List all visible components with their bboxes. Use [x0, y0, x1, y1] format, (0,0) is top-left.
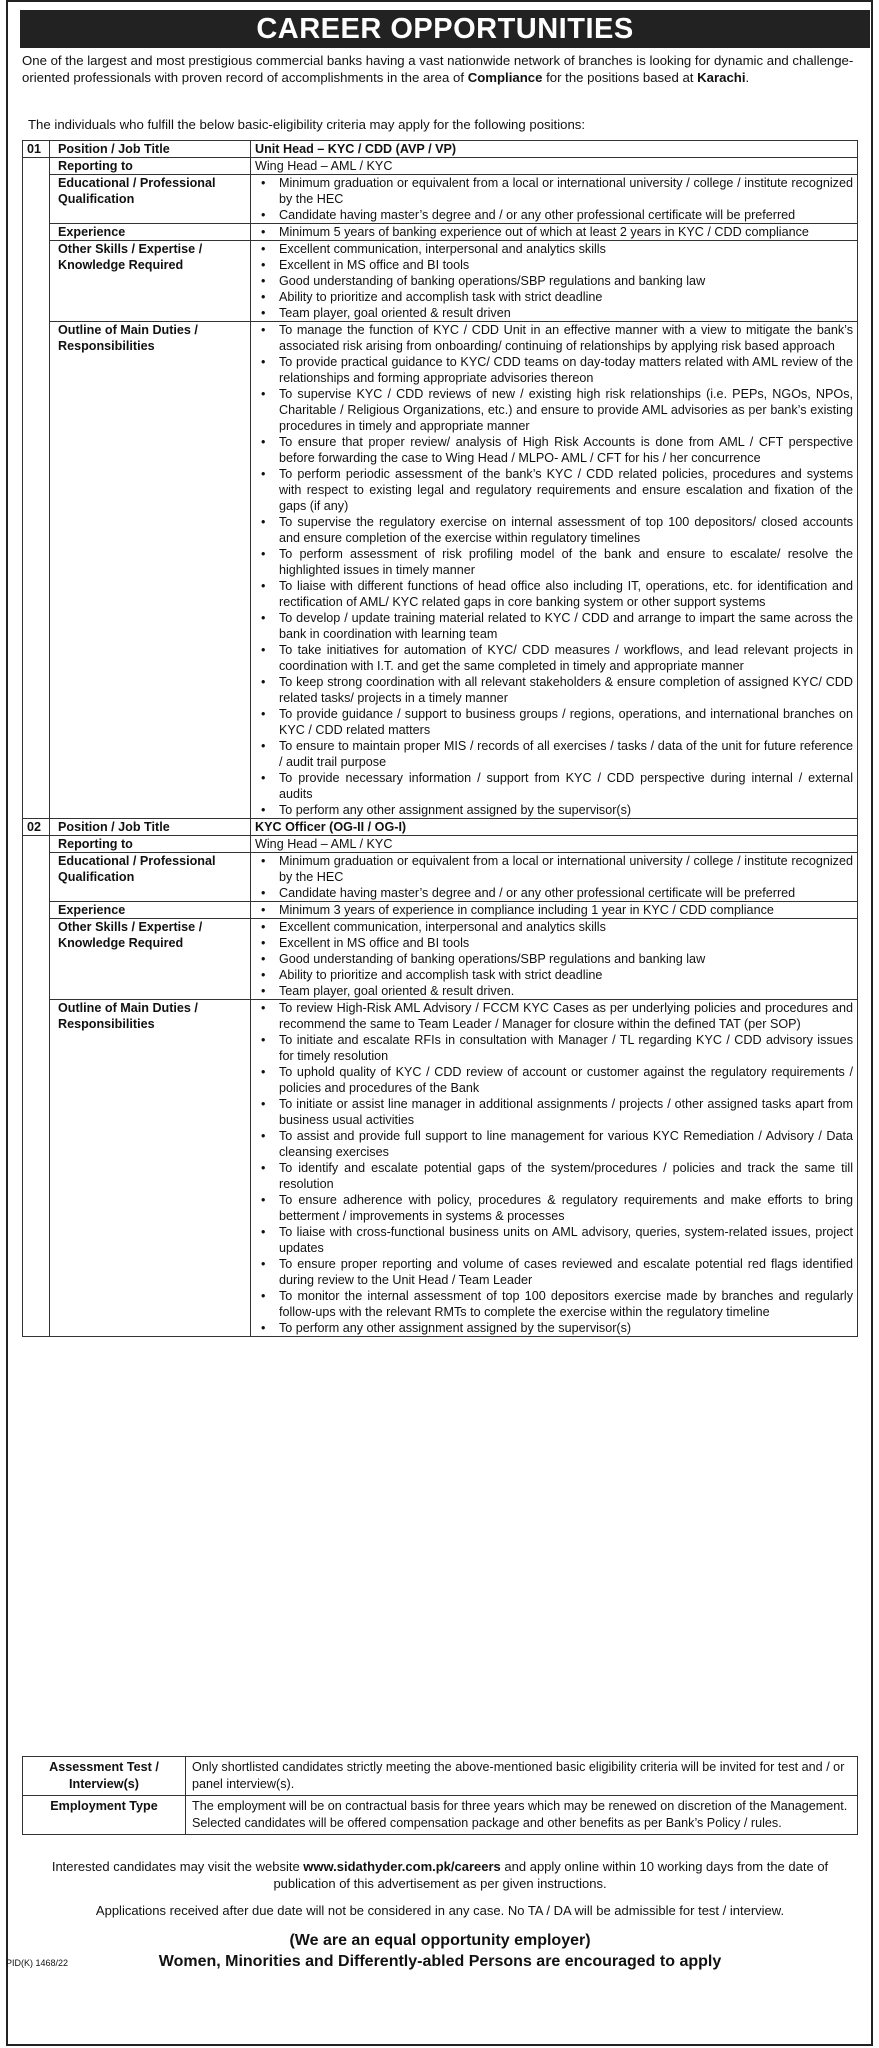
position-title: Unit Head – KYC / CDD (AVP / VP) — [251, 141, 858, 158]
skills-row — [23, 919, 858, 1000]
page-title: CAREER OPPORTUNITIES — [20, 10, 870, 48]
intro-city: Karachi — [697, 70, 746, 85]
skills-list — [255, 919, 853, 999]
list-item: • To liaise with different functions of head office also including IT, operations, etc. for identification and rectification of AML/ KYC related gaps in core banking system or other support systems — [255, 578, 853, 610]
list-item: • To keep strong coordination with all relevant stakeholders & ensure completion of assigned KYC/ CDD related tasks/ projects in a timely manner — [255, 674, 853, 706]
list-item: • Excellent in MS office and BI tools — [255, 935, 853, 951]
list-item: • To take initiatives for automation of KYC/ CDD measures / workflows, and lead relevant projects in coordination with I.T. and get the same completed in timely and appropriate manner — [255, 642, 853, 674]
experience-list-cell — [251, 902, 858, 919]
positions-table — [22, 140, 858, 1337]
reporting-row — [23, 158, 858, 175]
duties-row — [23, 1000, 858, 1337]
experience-label: Experience — [50, 224, 251, 241]
intro-paragraph — [22, 52, 856, 86]
position-header-row — [23, 141, 858, 158]
list-item: • To manage the function of KYC / CDD Unit in an effective manner with a view to mitigate the bank’s associated risk arising from onboarding/ continuing of relationships by applying risk based approach — [255, 322, 853, 354]
education-list — [255, 175, 853, 223]
list-item: • To ensure to maintain proper MIS / records of all exercises / tasks / data of the unit for future reference / audit trail purpose — [255, 738, 853, 770]
experience-row — [23, 224, 858, 241]
list-item: • Excellent communication, interpersonal and analytics skills — [255, 241, 853, 257]
reporting-label: Reporting to — [50, 158, 251, 175]
education-label: Educational / Professional Qualification — [50, 175, 251, 224]
list-item: • To supervise KYC / CDD reviews of new / existing high risk relationships (i.e. PEPs, NGOs, NPOs, Charitable / Religious Organizations, etc.) and ensure to provide AML advisories as per bank’s existing procedures in timely and appropriate manner — [255, 386, 853, 434]
list-item: • Minimum 5 years of banking experience out of which at least 2 years in KYC / CDD compliance — [255, 224, 853, 240]
list-item: • To initiate and escalate RFIs in consultation with Manager / TL regarding KYC / CDD advisory issues for timely resolution — [255, 1032, 853, 1064]
skills-label: Other Skills / Expertise / Knowledge Required — [50, 919, 251, 1000]
list-item: • To assist and provide full support to line management for various KYC Remediation / Advisory / Data cleansing exercises — [255, 1128, 853, 1160]
skills-list-cell — [251, 919, 858, 1000]
due-date-note: Applications received after due date will not be considered in any case. No TA / DA will be admissible for test / interview. — [95, 1903, 785, 1918]
list-item: • To provide guidance / support to business groups / regions, operations, and international branches on KYC / CDD related matters — [255, 706, 853, 738]
list-item: • Good understanding of banking operations/SBP regulations and banking law — [255, 273, 853, 289]
education-list-cell — [251, 175, 858, 224]
duties-list-cell — [251, 1000, 858, 1337]
encouragement: Women, Minorities and Differently-abled Persons are encouraged to apply — [158, 1953, 722, 1970]
education-label: Educational / Professional Qualification — [50, 853, 251, 902]
list-item: • To provide practical guidance to KYC/ CDD teams on day-today matters related with AML review of the relationships and forming appropriate advisories thereon — [255, 354, 853, 386]
list-item: • Candidate having master’s degree and / or any other professional certificate will be preferred — [255, 885, 853, 901]
list-item: • To ensure adherence with policy, procedures & regulatory requirements and make efforts to bring betterment / improvements in systems & processes — [255, 1192, 853, 1224]
list-item: • To perform assessment of risk profiling model of the bank and ensure to escalate/ resolve the highlighted issues in timely manner — [255, 546, 853, 578]
experience-list-cell — [251, 224, 858, 241]
row-spacer — [23, 902, 50, 919]
position-header-row — [23, 819, 858, 836]
list-item: • Ability to prioritize and accomplish task with strict deadline — [255, 289, 853, 305]
duties-list — [255, 1000, 853, 1336]
list-item: • To perform any other assignment assigned by the supervisor(s) — [255, 1320, 853, 1336]
list-item: • Excellent in MS office and BI tools — [255, 257, 853, 273]
row-spacer — [23, 853, 50, 902]
list-item: • To ensure that proper review/ analysis of High Risk Accounts is done from AML / CFT perspective before forwarding the case to Wing Head / MLPO- AML / CFT for his / her concurrence — [255, 434, 853, 466]
pid-code: PID(K) 1468/22 — [6, 1958, 69, 1968]
position-title-label: Position / Job Title — [50, 141, 251, 158]
list-item: • Team player, goal oriented & result driven — [255, 305, 853, 321]
list-item: • Good understanding of banking operations/SBP regulations and banking law — [255, 951, 853, 967]
intro-text: One of the largest and most prestigious commercial banks having a vast nationwide network of branches is looking for dynamic and challenge-oriented professionals with proven record of accomplishments in the area of — [22, 53, 854, 85]
education-row — [23, 853, 858, 902]
skills-row — [23, 241, 858, 322]
list-item: • To identify and escalate potential gaps of the system/procedures / policies and track the same till resolution — [255, 1160, 853, 1192]
list-item: • To monitor the internal assessment of top 100 depositors exercise made by branches and regularly follow-ups with the relevant RMTs to complete the exercise within the regulatory timeline — [255, 1288, 853, 1320]
position-number: 02 — [23, 819, 50, 836]
position-number: 01 — [23, 141, 50, 158]
duties-label: Outline of Main Duties / Responsibilities — [50, 322, 251, 819]
list-item: • To ensure proper reporting and volume of cases reviewed and escalate potential red flags identified during review to the Unit Head / Team Leader — [255, 1256, 853, 1288]
list-item: • To supervise the regulatory exercise on internal assessment of top 100 depositors/ closed accounts and ensure completion of the exercise within regulatory timelines — [255, 514, 853, 546]
apply-text: Interested candidates may visit the website — [51, 1859, 304, 1874]
intro-text-3: . — [745, 70, 750, 85]
apply-text-2: and apply online within 10 working days from the date of publication of this advertisement as per given instructions. — [273, 1859, 829, 1891]
list-item: • Team player, goal oriented & result driven. — [255, 983, 853, 999]
duties-row — [23, 322, 858, 819]
list-item: • Minimum 3 years of experience in compliance including 1 year in KYC / CDD compliance — [255, 902, 853, 918]
assessment-row — [23, 1757, 858, 1796]
education-list-cell — [251, 853, 858, 902]
skills-list-cell — [251, 241, 858, 322]
row-spacer — [23, 836, 50, 853]
employment-text: The employment will be on contractual basis for three years which may be renewed on discretion of the Management. Selected candidates will be offered compensation package and other benefits as per Bank’s Policy / rules. — [186, 1796, 858, 1835]
education-row — [23, 175, 858, 224]
intro-text-2: for the positions based at — [542, 70, 698, 85]
apply-instructions — [22, 1858, 858, 1892]
intro-area: Compliance — [467, 70, 543, 85]
position-title: KYC Officer (OG-II / OG-I) — [251, 819, 858, 836]
careers-link[interactable]: www.sidathyder.com.pk/careers — [303, 1859, 501, 1874]
row-spacer — [23, 322, 50, 819]
list-item: • Minimum graduation or equivalent from a local or international university / college / institute recognized by the HEC — [255, 853, 853, 885]
assessment-text: Only shortlisted candidates strictly meeting the above-mentioned basic eligibility criteria will be invited for test and / or panel interview(s). — [186, 1757, 858, 1796]
eligibility-note: The individuals who fulfill the below basic-eligibility criteria may apply for the following positions: — [28, 117, 586, 132]
employment-label: Employment Type — [23, 1796, 186, 1835]
duties-list — [255, 322, 853, 818]
list-item: • To perform periodic assessment of the bank’s KYC / CDD related policies, procedures and systems with respect to existing legal and regulatory requirements and ensure escalation and fixation of the gaps (if any) — [255, 466, 853, 514]
experience-list — [255, 224, 853, 240]
duties-label: Outline of Main Duties / Responsibilities — [50, 1000, 251, 1337]
row-spacer — [23, 224, 50, 241]
list-item: • To develop / update training material related to KYC / CDD and arrange to impart the same across the bank in coordination with learning team — [255, 610, 853, 642]
row-spacer — [23, 241, 50, 322]
row-spacer — [23, 158, 50, 175]
row-spacer — [23, 175, 50, 224]
row-spacer — [23, 919, 50, 1000]
list-item: • To review High-Risk AML Advisory / FCCM KYC Cases as per underlying policies and procedures and recommend the same to Team Leader / Manager for closure within the defined TAT (per SOP) — [255, 1000, 853, 1032]
reporting-value: Wing Head – AML / KYC — [251, 158, 858, 175]
list-item: • Candidate having master’s degree and / or any other professional certificate will be preferred — [255, 207, 853, 223]
list-item: • Ability to prioritize and accomplish task with strict deadline — [255, 967, 853, 983]
list-item: • To perform any other assignment assigned by the supervisor(s) — [255, 802, 853, 818]
assessment-label: Assessment Test / Interview(s) — [23, 1757, 186, 1796]
list-item: • To liaise with cross-functional business units on AML advisory, queries, system-related issues, project updates — [255, 1224, 853, 1256]
terms-table — [22, 1756, 858, 1835]
list-item: • To provide necessary information / support from KYC / CDD perspective during internal / external audits — [255, 770, 853, 802]
reporting-value: Wing Head – AML / KYC — [251, 836, 858, 853]
experience-row — [23, 902, 858, 919]
experience-label: Experience — [50, 902, 251, 919]
row-spacer — [23, 1000, 50, 1337]
equal-opportunity: (We are an equal opportunity employer) — [289, 1932, 591, 1949]
list-item: • Excellent communication, interpersonal and analytics skills — [255, 919, 853, 935]
list-item: • Minimum graduation or equivalent from a local or international university / college / institute recognized by the HEC — [255, 175, 853, 207]
skills-label: Other Skills / Expertise / Knowledge Required — [50, 241, 251, 322]
experience-list — [255, 902, 853, 918]
education-list — [255, 853, 853, 901]
list-item: • To uphold quality of KYC / CDD review of account or customer against the regulatory requirements / policies and procedures of the Bank — [255, 1064, 853, 1096]
skills-list — [255, 241, 853, 321]
duties-list-cell — [251, 322, 858, 819]
reporting-row — [23, 836, 858, 853]
list-item: • To initiate or assist line manager in additional assignments / projects / other assigned tasks apart from business usual activities — [255, 1096, 853, 1128]
position-title-label: Position / Job Title — [50, 819, 251, 836]
employment-row — [23, 1796, 858, 1835]
reporting-label: Reporting to — [50, 836, 251, 853]
